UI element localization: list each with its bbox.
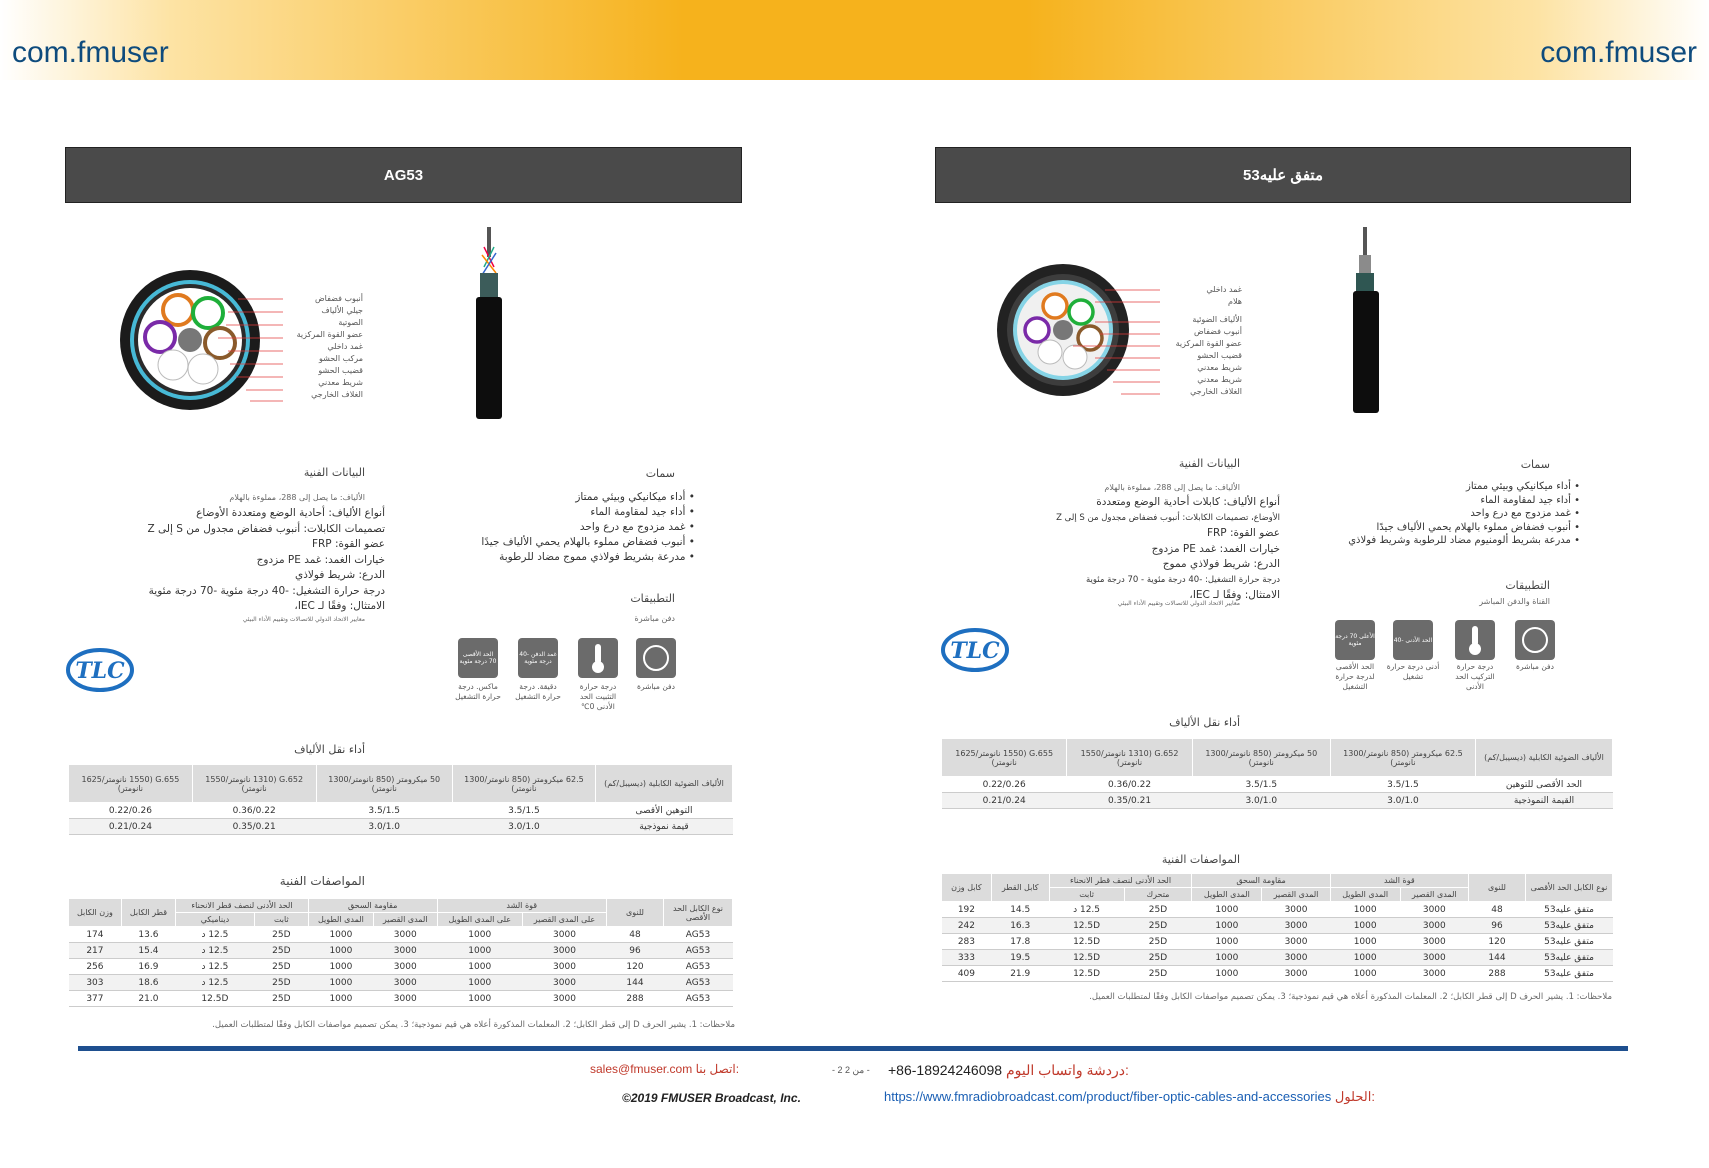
table-header: مقاومة السحق — [1192, 874, 1330, 888]
table-header: كابل القطر — [991, 874, 1049, 902]
right-features-title: سمات — [1520, 458, 1550, 471]
right-features-list — [1330, 480, 1580, 548]
cross-label: الصوتية — [338, 318, 363, 327]
cross-label: قضيب الحشو — [318, 366, 363, 375]
table-header: للنوى — [1469, 874, 1526, 902]
max-temp-icon: الأعلى 70 درجة مئوية — [1335, 620, 1375, 660]
footer-contact — [590, 1062, 739, 1076]
cross-label: أنبوب فضفاض — [315, 294, 363, 303]
footer-solutions — [884, 1089, 1375, 1105]
icon-caption: ماكس. درجة حرارة التشغيل — [455, 682, 501, 701]
right-app-icon-3 — [1455, 620, 1495, 691]
left-features-list — [455, 490, 695, 565]
cross-label: مركب الحشو — [319, 354, 363, 363]
table-header: مقاومة السحق — [308, 899, 437, 913]
right-title: متفق عليه53 — [1243, 167, 1323, 184]
table-header: 62.5 ميكرومتر (850 نانومتر/1300 نانومتر) — [1330, 739, 1475, 777]
tech-line: عضو القوة: FRP — [311, 538, 385, 550]
feature-item: • أداء ميكانيكي وبيئي ممتاز — [1466, 481, 1580, 492]
table-row: القيمة النموذجية 3.0/1.0 3.0/1.0 0.35/0.21 0.21/0.24 — [942, 793, 1613, 809]
feature-item: • أنبوب فضفاض مملوء بالهلام يحمي الألياف جيدًا — [1376, 521, 1580, 533]
table-row: AG53 48 3000 1000 3000 1000 25D 12.5 د 13.6 174 — [69, 927, 733, 943]
header-banner — [0, 0, 1709, 80]
right-tlc-logo — [940, 625, 1010, 675]
tech-line: درجة حرارة التشغيل: -40 درجة مئوية -70 درجة مئوية — [148, 584, 385, 597]
table-header: قوة الشد — [1330, 874, 1468, 888]
cross-label: أنبوب فضفاض — [1194, 327, 1242, 336]
left-perf-title: أداء نقل الألياف — [294, 743, 365, 756]
table-row: متفق عليه53 96 3000 1000 3000 1000 25D 12.5D 16.3 242 — [942, 918, 1613, 934]
left-notes: ملاحظات: 1. يشير الحرف D إلى قطر الكابل؛ 2. المعلمات المذكورة أعلاه هي قيم نموذجية؛ 3. يمكن تصميم مواصفات الكابل وفقًا لمتطلبات العميل. — [212, 1020, 735, 1030]
table-header: للنوى — [607, 899, 664, 927]
cross-label: عضو القوة المركزية — [296, 330, 363, 339]
icon-caption: أدنى درجة حرارة تشغيل — [1386, 662, 1440, 681]
max-temp-icon: الحد الأقصى 70 درجة مئوية — [458, 638, 498, 678]
left-cable-side-view — [470, 225, 510, 420]
cross-label: غمد داخلي — [1206, 285, 1242, 294]
left-app-icon-1 — [455, 638, 501, 701]
table-header: الحد الأدنى لنصف قطر الانحناء — [1049, 874, 1192, 888]
footer-copyright: ©2019 FMUSER Broadcast, Inc. — [622, 1091, 801, 1105]
left-tech-list — [65, 506, 385, 615]
cross-label: جيلي الألياف — [321, 306, 363, 315]
feature-item: • أداء ميكانيكي وبيئي ممتاز — [575, 491, 695, 503]
left-apps-sub: دفن مباشرة — [634, 614, 675, 623]
cross-label: الغلاف الخارجي — [1190, 387, 1242, 396]
icon-caption: دقيقة. درجة حرارة التشغيل — [515, 682, 561, 701]
footer-whatsapp — [888, 1062, 1129, 1079]
table-row: متفق عليه53 48 3000 1000 3000 1000 25D 12.5 د 14.5 192 — [942, 902, 1613, 918]
table-header: الألياف الضوئية الكابلية (ديسيبل/كم) — [596, 765, 733, 803]
feature-item: • مدرعة بشريط ألومنيوم مضاد للرطوبة وشريط فولاذي — [1348, 535, 1580, 546]
left-perf-table — [68, 764, 733, 835]
cross-label: الألياف الضوئية — [1192, 315, 1242, 324]
table-row: AG53 288 3000 1000 3000 1000 25D 12.5D 21.0 377 — [69, 991, 733, 1007]
cross-label: شريط معدني — [318, 378, 363, 387]
right-tech-title: البيانات الفنية — [1178, 457, 1240, 470]
table-header: G.652 (1310 نانومتر/1550 نانومتر) — [192, 765, 316, 803]
cross-label: هلام — [1228, 297, 1242, 306]
icon-caption: دفن مباشرة — [637, 682, 675, 691]
left-app-icon-4 — [636, 638, 676, 691]
tech-line: الأوضاع، تصميمات الكابلات: أنبوب فضفاض مجدول من S إلى Z — [1056, 512, 1280, 523]
cross-label: شريط معدني — [1197, 375, 1242, 384]
table-row: التوهين الأقصى 3.5/1.5 3.5/1.5 0.36/0.22 0.22/0.26 — [69, 803, 733, 819]
feature-item: • أداء جيد لمقاومة الماء — [590, 506, 695, 518]
left-spec-title: المواصفات الفنية — [279, 874, 365, 888]
thermometer-icon — [1455, 620, 1495, 660]
left-tlc-logo — [65, 645, 135, 695]
cross-label: عضو القوة المركزية — [1175, 339, 1242, 348]
right-app-icon-4 — [1515, 620, 1555, 671]
brand-left: com.fmuser — [12, 36, 169, 69]
tech-line: الدرع: شريط فولاذي — [295, 569, 385, 581]
right-apps-sub: القناة والدفن المباشر — [1479, 597, 1550, 606]
left-app-icon-3 — [578, 638, 618, 711]
right-perf-title: أداء نقل الألياف — [1169, 716, 1240, 729]
table-header: 50 ميكرومتر (850 نانومتر/1300 نانومتر) — [316, 765, 452, 803]
left-title: AG53 — [383, 166, 424, 184]
cross-label: قضيب الحشو — [1197, 351, 1242, 360]
tech-line: درجة حرارة التشغيل: -40 درجة مئوية - 70 درجة مئوية — [1085, 574, 1280, 585]
icon-caption: الحد الأقصى لدرجة حرارة التشغيل — [1335, 662, 1375, 691]
table-row: AG53 144 3000 1000 3000 1000 25D 12.5 د 18.6 303 — [69, 975, 733, 991]
tech-line: خيارات الغمد: غمد PE مزدوج — [256, 553, 385, 566]
table-header: G.652 (1310 نانومتر/1550 نانومتر) — [1067, 739, 1192, 777]
tech-line: عضو القوة: FRP — [1206, 527, 1280, 539]
table-header: قطر الكابل — [121, 899, 175, 927]
table-row: الحد الأقصى للتوهين 3.5/1.5 3.5/1.5 0.36/0.22 0.22/0.26 — [942, 777, 1613, 793]
left-tech-small: الألياف: ما يصل إلى 288، مملوءة بالهلام — [229, 493, 365, 502]
thermometer-icon — [578, 638, 618, 678]
table-header: كابل وزن — [942, 874, 992, 902]
footer-divider — [78, 1046, 1628, 1051]
feature-item: • أنبوب فضفاض مملوء بالهلام يحمي الألياف جيدًا — [481, 536, 695, 548]
right-tech-list — [940, 495, 1280, 604]
left-spec-table: نوع الكابل الحد الأقصى للنوى قوة الشد مقاومة السحق الحد الأدنى لنصف قطر الانحناء قطر الكابل وزن الكابل على المدى القصير على المدى الطويل المدى القصير المدى الطويل ثابت ديناميكي AG53 48 3000 1000 3000 1000 25D 12.5 د 13.6 174 AG53 96 3000 1000 3000 1000 25D 12.5 د 15.4 217 AG53 120 3000 1000 3000 1000 25D 12.5 د 16.9 256 AG53 144 3000 1000 3000 1000 25D 12.5 د 18.6 303 AG53 288 3000 1000 3000 1000 25D 12.5D 21.0 377 — [68, 898, 733, 1007]
feature-item: • أداء جيد لمقاومة الماء — [1480, 494, 1580, 506]
tech-line: أنواع الألياف: كابلات أحادية الوضع ومتعددة — [1096, 496, 1280, 508]
right-spec-title: المواصفات الفنية — [1161, 853, 1240, 866]
table-header: قوة الشد — [437, 899, 606, 913]
footer-contact-label: اتصل بنا: — [695, 1062, 740, 1076]
table-header: نوع الكابل الحد الأقصى — [1526, 874, 1613, 902]
feature-item: • غمد مزدوج مع درع واحد — [1470, 508, 1580, 519]
left-apps-title: التطبيقات — [630, 592, 675, 605]
feature-item: • مدرعة بشريط فولاذي مموج مضاد للرطوبة — [499, 551, 695, 563]
tech-line: الامتثال: وفقًا لـ IEC، — [294, 600, 385, 612]
solutions-label: الحلول: — [1334, 1089, 1375, 1104]
icon-caption: درجة حرارة التثبيت الحد الأدنى 0℃ — [579, 682, 617, 711]
feature-item: • غمد مزدوج مع درع واحد — [579, 521, 695, 533]
left-title-bar — [65, 147, 742, 203]
right-notes: ملاحظات: 1. يشير الحرف D إلى قطر الكابل؛ 2. المعلمات المذكورة أعلاه هي قيم نموذجية؛ 3. يمكن تصميم مواصفات الكابل وفقًا لمتطلبات العميل. — [1089, 992, 1612, 1002]
min-temp-icon: الحد الأدنى -40 — [1393, 620, 1433, 660]
direct-burial-icon — [636, 638, 676, 678]
right-cable-side-view — [1348, 225, 1384, 415]
cross-label: شريط معدني — [1197, 363, 1242, 372]
right-apps-title: التطبيقات — [1505, 579, 1550, 592]
right-app-icon-1 — [1335, 620, 1375, 691]
table-header: وزن الكابل — [69, 899, 122, 927]
left-tech-title: البيانات الفنية — [303, 466, 365, 479]
logo-text: TLC — [75, 658, 125, 684]
right-app-icon-2 — [1386, 620, 1440, 681]
table-row: متفق عليه53 120 3000 1000 3000 1000 25D 12.5D 17.8 283 — [942, 934, 1613, 950]
table-header: الألياف الضوئية الكابلية (ديسيبل/كم) — [1476, 739, 1613, 777]
left-features-title: سمات — [645, 467, 675, 480]
table-row: متفق عليه53 144 3000 1000 3000 1000 25D 12.5D 19.5 333 — [942, 950, 1613, 966]
table-row: AG53 120 3000 1000 3000 1000 25D 12.5 د 16.9 256 — [69, 959, 733, 975]
cross-label: غمد داخلي — [327, 342, 363, 351]
tech-line: تصميمات الكابلات: أنبوب فضفاض مجدول من S إلى Z — [147, 522, 385, 535]
table-row: متفق عليه53 288 3000 1000 3000 1000 25D 12.5D 21.9 409 — [942, 966, 1613, 982]
cross-label: الغلاف الخارجي — [311, 390, 363, 399]
right-tech-small: الألياف: ما يصل إلى 288، مملوءة بالهلام — [1104, 483, 1240, 492]
table-header: G.655 (1550 نانومتر/1625 نانومتر) — [942, 739, 1067, 777]
right-perf-table — [941, 738, 1613, 809]
whatsapp-number[interactable]: +86-18924246098 — [888, 1062, 1003, 1078]
table-header: نوع الكابل الحد الأقصى — [664, 899, 733, 927]
direct-burial-icon — [1515, 620, 1555, 660]
tech-line: الدرع: شريط فولاذي مموج — [1162, 558, 1280, 570]
table-header: 62.5 ميكرومتر (850 نانومتر/1300 نانومتر) — [452, 765, 595, 803]
logo-text: TLC — [950, 638, 1000, 664]
right-title-bar — [935, 147, 1631, 203]
tech-line: أنواع الألياف: أحادية الوضع ومتعددة الأوضاع — [196, 507, 385, 519]
whatsapp-label: دردشة واتساب اليوم: — [1005, 1062, 1129, 1078]
right-spec-table: نوع الكابل الحد الأقصى للنوى قوة الشد مقاومة السحق الحد الأدنى لنصف قطر الانحناء كابل القطر كابل وزن المدى القصير المدى الطويل المدى القصير المدى الطويل متحرك ثابت متفق عليه53 48 3000 1000 3000 1000 25D 12.5 د 14.5 192 متفق عليه53 96 3000 1000 3000 1000 25D 12.5D 16.3 242 متفق عليه53 120 3000 1000 3000 1000 25D 12.5D 17.8 283 متفق عليه53 144 3000 1000 3000 1000 25D 12.5D 19.5 333 متفق عليه53 288 3000 1000 3000 1000 25D 12.5D 21.9 409 — [941, 873, 1613, 982]
table-row: AG53 96 3000 1000 3000 1000 25D 12.5 د 15.4 217 — [69, 943, 733, 959]
page-number: - 2 من 2 - — [832, 1065, 870, 1075]
right-tech-footnote: معايير الاتحاد الدولي للاتصالات وتقييم الأداء البيئي — [1117, 600, 1240, 607]
brand-right: com.fmuser — [1540, 36, 1697, 69]
footer-url[interactable]: https://www.fmradiobroadcast.com/product/fiber-optic-cables-and-accessories — [884, 1089, 1332, 1104]
right-cross-labels — [1160, 284, 1242, 398]
left-app-icon-2 — [515, 638, 561, 701]
left-cross-labels — [283, 293, 363, 401]
icon-caption: درجة حرارة التركيب الحد الأدنى — [1455, 662, 1495, 691]
table-row: قيمة نموذجية 3.0/1.0 3.0/1.0 0.35/0.21 0.21/0.24 — [69, 819, 733, 835]
table-header: G.655 (1550 نانومتر/1625 نانومتر) — [69, 765, 193, 803]
icon-caption: دفن مباشرة — [1516, 662, 1554, 671]
footer-email[interactable]: sales@fmuser.com — [590, 1062, 693, 1076]
tech-line: خيارات الغمد: غمد PE مزدوج — [1151, 542, 1280, 555]
left-tech-footnote: معايير الاتحاد الدولي للاتصالات وتقييم الأداء البيئي — [242, 616, 365, 623]
table-header: 50 ميكرومتر (850 نانومتر/1300 نانومتر) — [1192, 739, 1330, 777]
table-header: الحد الأدنى لنصف قطر الانحناء — [176, 899, 309, 913]
tech-line: الامتثال: وفقًا لـ IEC، — [1189, 589, 1280, 601]
min-temp-icon: غمد الدفن -40 درجة مئوية — [518, 638, 558, 678]
